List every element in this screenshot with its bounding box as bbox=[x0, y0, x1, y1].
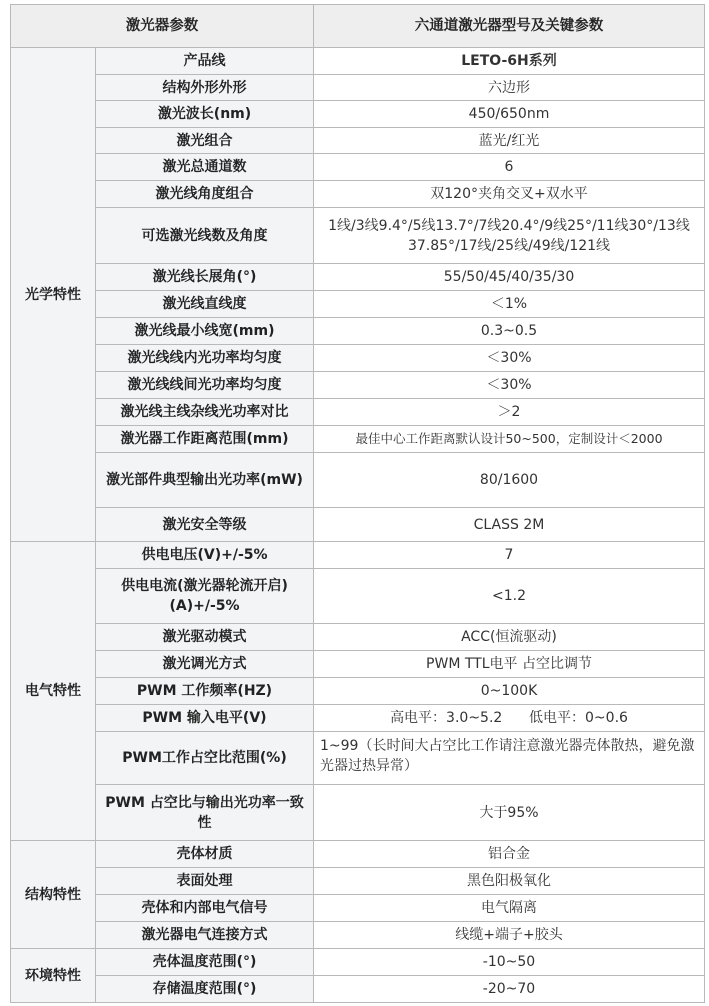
group-environment: 环境特性 bbox=[11, 949, 96, 1003]
table-row bbox=[11, 651, 705, 678]
param-label: 激光线最小线宽(mm) bbox=[96, 318, 314, 345]
param-label: 壳体材质 bbox=[96, 841, 314, 868]
table-row bbox=[11, 895, 705, 922]
param-label: 可选激光线数及角度 bbox=[96, 208, 314, 264]
group-structural: 结构特性 bbox=[11, 841, 96, 949]
param-label: 激光器电气连接方式 bbox=[96, 922, 314, 949]
param-label: 激光安全等级 bbox=[96, 508, 314, 542]
param-value: 电气隔离 bbox=[314, 895, 705, 922]
table-row bbox=[11, 208, 705, 264]
table-row bbox=[11, 508, 705, 542]
table-row bbox=[11, 399, 705, 426]
param-value: 80/1600 bbox=[314, 453, 705, 508]
param-value: 大于95% bbox=[314, 785, 705, 841]
param-label: PWM 输入电平(V) bbox=[96, 705, 314, 732]
param-value: 1~99（长时间大占空比工作请注意激光器壳体散热，避免激光器过热异常） bbox=[314, 732, 705, 785]
table-row bbox=[11, 705, 705, 732]
param-value: ＜30% bbox=[314, 345, 705, 372]
param-label: 激光线主线杂线光功率对比 bbox=[96, 399, 314, 426]
param-value: 6 bbox=[314, 154, 705, 181]
param-value: PWM TTL电平 占空比调节 bbox=[314, 651, 705, 678]
table-row bbox=[11, 624, 705, 651]
table-row bbox=[11, 101, 705, 128]
param-label: PWM 工作频率(HZ) bbox=[96, 678, 314, 705]
param-label: 激光波长(nm) bbox=[96, 101, 314, 128]
param-label: 激光总通道数 bbox=[96, 154, 314, 181]
param-value: ＜30% bbox=[314, 372, 705, 399]
table-row bbox=[11, 264, 705, 291]
table-row bbox=[11, 922, 705, 949]
param-value: 六边形 bbox=[314, 75, 705, 101]
param-value: -10~50 bbox=[314, 949, 705, 976]
table-row bbox=[11, 345, 705, 372]
table-row bbox=[11, 785, 705, 841]
param-label: 激光驱动模式 bbox=[96, 624, 314, 651]
table-row bbox=[11, 154, 705, 181]
param-value: ACC(恒流驱动) bbox=[314, 624, 705, 651]
param-label: 激光组合 bbox=[96, 128, 314, 154]
param-value: <1.2 bbox=[314, 569, 705, 624]
table-row bbox=[11, 732, 705, 785]
param-value: 最佳中心工作距离默认设计50~500，定制设计＜2000 bbox=[314, 426, 705, 453]
param-label: 激光调光方式 bbox=[96, 651, 314, 678]
table-row bbox=[11, 976, 705, 1003]
param-label: 存储温度范围(°) bbox=[96, 976, 314, 1003]
table-row bbox=[11, 291, 705, 318]
table-row bbox=[11, 48, 705, 75]
table-row bbox=[11, 318, 705, 345]
param-label: PWM 占空比与输出光功率一致性 bbox=[96, 785, 314, 841]
table-row bbox=[11, 426, 705, 453]
param-value: 1线/3线9.4°/5线13.7°/7线20.4°/9线25°/11线30°/13线37.85°/17线/25线/49线/121线 bbox=[314, 208, 705, 264]
param-label: 激光线角度组合 bbox=[96, 181, 314, 208]
param-value: 线缆+端子+胶头 bbox=[314, 922, 705, 949]
param-label: 壳体温度范围(°) bbox=[96, 949, 314, 976]
param-label: 激光线线内光功率均匀度 bbox=[96, 345, 314, 372]
table-row bbox=[11, 569, 705, 624]
param-label: PWM工作占空比范围(%) bbox=[96, 732, 314, 785]
param-value: 450/650nm bbox=[314, 101, 705, 128]
param-value: 0.3~0.5 bbox=[314, 318, 705, 345]
table-row bbox=[11, 542, 705, 569]
table-row bbox=[11, 181, 705, 208]
param-value: 黑色阳极氧化 bbox=[314, 868, 705, 895]
group-electrical: 电气特性 bbox=[11, 542, 96, 841]
param-value: 蓝光/红光 bbox=[314, 128, 705, 154]
spec-table bbox=[10, 4, 705, 1003]
param-value: LETO-6H系列 bbox=[314, 48, 705, 75]
param-value: 铝合金 bbox=[314, 841, 705, 868]
param-label: 结构外形外形 bbox=[96, 75, 314, 101]
param-label: 激光线线间光功率均匀度 bbox=[96, 372, 314, 399]
table-row bbox=[11, 75, 705, 101]
param-value: 7 bbox=[314, 542, 705, 569]
param-value: 双120°夹角交叉+双水平 bbox=[314, 181, 705, 208]
header-value-column: 六通道激光器型号及关键参数 bbox=[314, 5, 705, 48]
table-row bbox=[11, 868, 705, 895]
param-value: 0~100K bbox=[314, 678, 705, 705]
param-label: 激光器工作距离范围(mm) bbox=[96, 426, 314, 453]
table-row bbox=[11, 453, 705, 508]
param-label: 壳体和内部电气信号 bbox=[96, 895, 314, 922]
param-label: 供电电流(激光器轮流开启)(A)+/-5% bbox=[96, 569, 314, 624]
param-label: 激光部件典型输出光功率(mW) bbox=[96, 453, 314, 508]
param-value: ＞2 bbox=[314, 399, 705, 426]
table-row bbox=[11, 678, 705, 705]
param-value: 55/50/45/40/35/30 bbox=[314, 264, 705, 291]
table-row bbox=[11, 841, 705, 868]
param-label: 供电电压(V)+/-5% bbox=[96, 542, 314, 569]
table-row bbox=[11, 128, 705, 154]
group-optical: 光学特性 bbox=[11, 48, 96, 542]
param-label: 产品线 bbox=[96, 48, 314, 75]
header-row bbox=[11, 5, 705, 48]
param-value: -20~70 bbox=[314, 976, 705, 1003]
param-label: 激光线长展角(°) bbox=[96, 264, 314, 291]
param-label: 激光线直线度 bbox=[96, 291, 314, 318]
table-row bbox=[11, 372, 705, 399]
param-value: ＜1% bbox=[314, 291, 705, 318]
header-param-column: 激光器参数 bbox=[11, 5, 314, 48]
param-value: 高电平：3.0~5.2 低电平：0~0.6 bbox=[314, 705, 705, 732]
param-value: CLASS 2M bbox=[314, 508, 705, 542]
table-row bbox=[11, 949, 705, 976]
param-label: 表面处理 bbox=[96, 868, 314, 895]
